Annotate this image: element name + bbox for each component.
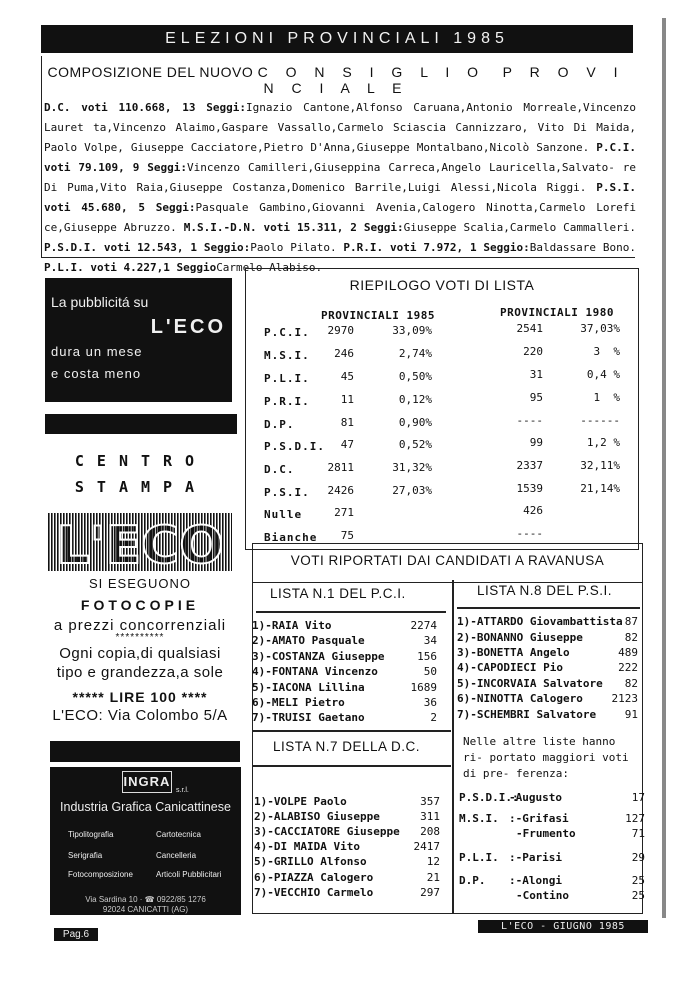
- candidate-psi: 4)-CAPODIECI Pio: [457, 661, 563, 674]
- riepilogo-votes-1985: 2811: [327, 461, 354, 474]
- other-votes: 127: [625, 812, 645, 825]
- other-votes: 25: [631, 874, 645, 887]
- other-name: -Augusto: [509, 791, 562, 804]
- note-altre-liste: Nelle altre liste hanno ri- portato maggiori voti di pre- ferenza:: [463, 735, 629, 780]
- other-votes: 71: [631, 827, 645, 840]
- stampa-line: STAMPA: [74, 478, 208, 496]
- other-votes: 29: [631, 851, 645, 864]
- other-votes: 17: [631, 791, 645, 804]
- rule: [253, 765, 451, 767]
- party-pci-members: Vincenzo Camilleri,Giuseppina Carreca,Angelo Lauricella,Salvato- re Di Puma,Vito Raia,Giuseppe Costanza,Domenico Barrile,Luigi Alessi,Nicola Riggi.: [44, 161, 637, 194]
- ad-eco-logo: L'ECO: [150, 316, 226, 338]
- ingra-logo: INGRA: [122, 771, 172, 793]
- riepilogo-votes-1985: 271: [334, 506, 354, 519]
- candidate-psi-votes: 82: [624, 677, 638, 690]
- candidate-pci: 2)-AMATO Pasquale: [252, 634, 365, 647]
- lista-psi-title: LISTA N.8 DEL P.S.I.: [477, 583, 613, 598]
- riepilogo-votes-1985: 47: [340, 438, 354, 451]
- riepilogo-pct-1980: 21,14%: [580, 482, 620, 495]
- riepilogo-votes-1980: 2337: [516, 459, 543, 472]
- ingra-srl: s.r.l.: [176, 787, 189, 794]
- candidate-pci-votes: 156: [417, 650, 437, 663]
- riepilogo-pct-1980: 3 %: [593, 345, 620, 358]
- party-pci-header: P.C.I. voti 79.109, 9 Seggi:: [44, 141, 636, 174]
- riepilogo-votes-1980: 426: [523, 504, 543, 517]
- other-name: :-Alongi: [509, 874, 562, 887]
- riepilogo-pct-1985: 0,90%: [398, 416, 432, 429]
- candidate-dc: 6)-PIAZZA Calogero: [254, 871, 374, 884]
- consiglio-title: [44, 64, 628, 96]
- riepilogo-title: RIEPILOGO VOTI DI LISTA: [349, 277, 535, 293]
- black-divider-bar: [45, 414, 237, 434]
- ingra-service: Serigrafia: [68, 851, 103, 860]
- riepilogo-party: P.L.I.: [264, 372, 310, 385]
- centro-stampa-heading: [45, 448, 237, 500]
- party-psdi-header: P.S.D.I. voti 12.543, 1 Seggio:: [44, 241, 251, 254]
- voti-riportati-title: VOTI RIPORTATI DAI CANDIDATI A RAVANUSA: [290, 553, 605, 568]
- party-psi-members: Pasquale Gambino,Giovanni Avenia,Calogero Ninotta,Carmelo Lorefi ce,Giuseppe Abruzzo.: [44, 201, 637, 234]
- riepilogo-pct-1980: 0,4 %: [586, 368, 620, 381]
- ingra-service: Fotocomposizione: [68, 870, 133, 879]
- riepilogo-votes-1985: 2970: [327, 324, 354, 337]
- ingra-name: Industria Grafica Canicattinese: [60, 800, 231, 814]
- riepilogo-votes-1985: 11: [340, 393, 354, 406]
- rule: [457, 607, 640, 609]
- ingra-service: Articoli Pubblicitari: [156, 870, 222, 879]
- riepilogo-pct-1980: ------: [580, 414, 620, 427]
- consiglio-title-c: P R O V I N C I A L E: [263, 64, 625, 96]
- riepilogo-party: P.S.D.I.: [264, 440, 325, 453]
- riepilogo-votes-1980: 220: [523, 345, 543, 358]
- candidate-psi: 1)-ATTARDO Giovambattista: [457, 615, 623, 628]
- ad-ingra: [50, 767, 241, 915]
- ingra-address-1: Via Sardina 10 · ☎ 0922/85 1276: [85, 895, 206, 904]
- candidate-dc-votes: 21: [426, 871, 440, 884]
- candidate-dc: 3)-CACCIATORE Giuseppe: [254, 825, 400, 838]
- candidate-psi-votes: 222: [618, 661, 638, 674]
- ad-eco-line1: La pubblicitá su: [51, 294, 149, 310]
- party-psdi-members: Paolo Pilato.: [250, 241, 337, 254]
- other-party: M.S.I.: [459, 812, 499, 825]
- candidate-psi-votes: 82: [624, 631, 638, 644]
- candidate-pci-votes: 1689: [410, 681, 437, 694]
- candidate-dc-votes: 208: [420, 825, 440, 838]
- section-header-elezioni: ELEZIONI PROVINCIALI 1985: [41, 25, 633, 53]
- advert-stars: **********: [115, 632, 165, 643]
- candidate-dc-votes: 2417: [413, 840, 440, 853]
- fotocopie-advert: [40, 576, 240, 724]
- other-party: P.S.D.I.:: [459, 791, 519, 804]
- party-dc-members: Ignazio Cantone,Alfonso Caruana,Antonio Morreale,Vincenzo Lauret ta,Vincenzo Alaimo,Gaspare Vassallo,Carmelo Sciascia Cannizzaro, Vito Di Maida, Paolo Volpe, Giuseppe Cacciatore,Pietro D'Anna,Giuseppe Montalbano,Nicolò Sanzone.: [44, 101, 636, 154]
- riepilogo-votes-1980: 1539: [516, 482, 543, 495]
- advert-copia-line1: Ogni copia,di qualsiasi: [59, 645, 221, 662]
- black-divider-bar-2: [50, 741, 240, 762]
- consiglio-title-a: COMPOSIZIONE DEL NUOVO: [47, 64, 254, 80]
- riepilogo-pct-1980: 1,2 %: [586, 436, 620, 449]
- riepilogo-votes-1985: 2426: [327, 484, 354, 497]
- centro-line: CENTRO: [74, 452, 208, 470]
- riepilogo-votes-1985: 45: [340, 370, 354, 383]
- candidate-pci: 6)-MELI Pietro: [252, 696, 345, 709]
- riepilogo-votes-1985: 81: [340, 416, 354, 429]
- riepilogo-pct-1985: 0,50%: [398, 370, 432, 383]
- candidate-dc-votes: 12: [426, 855, 440, 868]
- candidate-dc-votes: 297: [420, 886, 440, 899]
- candidate-dc-votes: 311: [420, 810, 440, 823]
- col-header-1980: PROVINCIALI 1980: [500, 306, 614, 319]
- riepilogo-pct-1985: 0,52%: [398, 438, 432, 451]
- ingra-service: Cartotecnica: [156, 830, 201, 839]
- candidate-pci: 1)-RAIA Vito: [252, 619, 332, 632]
- ad-eco-line4: e costa meno: [51, 366, 142, 381]
- candidate-psi: 6)-NINOTTA Calogero: [457, 692, 583, 705]
- party-msi-members: Giuseppe Scalia,Carmelo Cammalleri.: [403, 221, 637, 234]
- candidate-pci-votes: 2274: [410, 619, 437, 632]
- riepilogo-votes-1980: ----: [516, 414, 543, 427]
- candidate-psi-votes: 2123: [611, 692, 638, 705]
- eco-logo-text: L'ECO: [56, 516, 224, 571]
- eco-striped-logo: [48, 513, 232, 571]
- consiglio-text: [44, 98, 636, 278]
- riepilogo-party: D.C.: [264, 463, 295, 476]
- page-edge-scan-mark: [662, 18, 666, 918]
- riepilogo-party: P.C.I.: [264, 326, 310, 339]
- riepilogo-pct-1985: 27,03%: [392, 484, 432, 497]
- riepilogo-votes-1985: 75: [340, 529, 354, 542]
- candidate-psi: 7)-SCHEMBRI Salvatore: [457, 708, 597, 721]
- party-pli-members: Carmelo Alabiso.: [216, 261, 323, 274]
- candidate-dc: 2)-ALABISO Giuseppe: [254, 810, 380, 823]
- candidate-psi: 2)-BONANNO Giuseppe: [457, 631, 583, 644]
- candidate-dc-votes: 357: [420, 795, 440, 808]
- other-party: P.L.I.: [459, 851, 499, 864]
- candidate-pci: 5)-IACONA Lillina: [252, 681, 365, 694]
- ad-eco-pubblicita: [45, 278, 232, 402]
- party-pli-header: P.L.I. voti 4.227,1 Seggio: [44, 261, 217, 274]
- candidate-pci-votes: 34: [423, 634, 437, 647]
- other-name: :-Grifasi: [509, 812, 569, 825]
- advert-address: L'ECO: Via Colombo 5/A: [52, 707, 228, 724]
- footer-issue: L'ECO - GIUGNO 1985: [478, 920, 648, 933]
- riepilogo-pct-1980: 37,03%: [580, 322, 620, 335]
- candidate-dc: 1)-VOLPE Paolo: [254, 795, 347, 808]
- col-header-1985: PROVINCIALI 1985: [321, 309, 435, 322]
- other-party: D.P.: [459, 874, 486, 887]
- party-msi-header: M.S.I.-D.N. voti 15.311, 2 Seggi:: [183, 221, 404, 234]
- party-psi-header: P.S.I. voti 45.680, 5 Seggi:: [44, 181, 636, 214]
- page-number: Pag.6: [54, 928, 98, 941]
- candidate-pci-votes: 2: [430, 711, 437, 724]
- riepilogo-party: Nulle: [264, 508, 303, 521]
- other-name: -Frumento: [516, 827, 576, 840]
- other-name: -Contino: [516, 889, 569, 902]
- riepilogo-party: M.S.I.: [264, 349, 310, 362]
- candidate-pci: 3)-COSTANZA Giuseppe: [252, 650, 385, 663]
- candidate-pci: 7)-TRUISI Gaetano: [252, 711, 365, 724]
- riepilogo-votes-1980: 31: [529, 368, 543, 381]
- riepilogo-pct-1980: 32,11%: [580, 459, 620, 472]
- candidate-pci: 4)-FONTANA Vincenzo: [252, 665, 378, 678]
- candidate-dc: 7)-VECCHIO Carmelo: [254, 886, 374, 899]
- other-votes: 25: [631, 889, 645, 902]
- riepilogo-pct-1985: 31,32%: [392, 461, 432, 474]
- riepilogo-votes-1980: 2541: [516, 322, 543, 335]
- advert-copia-line2: tipo e grandezza,a sole: [56, 664, 224, 681]
- riepilogo-pct-1980: 1 %: [593, 391, 620, 404]
- riepilogo-pct-1985: 0,12%: [398, 393, 432, 406]
- candidate-dc: 5)-GRILLO Alfonso: [254, 855, 367, 868]
- riepilogo-party: Bianche: [264, 531, 318, 544]
- riepilogo-pct-1985: 33,09%: [392, 324, 432, 337]
- candidate-psi-votes: 91: [624, 708, 638, 721]
- other-name: :-Parisi: [509, 851, 562, 864]
- ingra-address-2: 92024 CANICATTI (AG): [102, 905, 189, 914]
- candidate-psi: 5)-INCORVAIA Salvatore: [457, 677, 603, 690]
- riepilogo-pct-1985: 2,74%: [398, 347, 432, 360]
- candidate-dc: 4)-DI MAIDA Vito: [254, 840, 360, 853]
- party-dc-header: D.C. voti 110.668, 13 Seggi:: [44, 101, 247, 114]
- advert-price: ***** LIRE 100 ****: [72, 689, 208, 705]
- riepilogo-votes-1980: ----: [516, 527, 543, 540]
- ad-eco-line3: dura un mese: [51, 344, 143, 359]
- advert-fotocopie: FOTOCOPIE: [80, 597, 200, 613]
- candidate-pci-votes: 36: [423, 696, 437, 709]
- consiglio-title-b: C O N S I G L I O: [257, 64, 486, 80]
- candidate-pci-votes: 50: [423, 665, 437, 678]
- riepilogo-party: P.S.I.: [264, 486, 310, 499]
- ingra-service: Cancelleria: [156, 851, 197, 860]
- riepilogo-party: P.R.I.: [264, 395, 310, 408]
- riepilogo-votes-1985: 246: [334, 347, 354, 360]
- lista-pci-title: LISTA N.1 DEL P.C.I.: [270, 586, 406, 601]
- advert-line1: SI ESEGUONO: [88, 576, 192, 591]
- candidate-psi-votes: 87: [624, 615, 638, 628]
- riepilogo-party: D.P.: [264, 418, 295, 431]
- candidate-psi-votes: 489: [618, 646, 638, 659]
- candidate-psi: 3)-BONETTA Angelo: [457, 646, 570, 659]
- advert-prezzi: a prezzi concorrenziali: [53, 617, 227, 634]
- ingra-service: Tipolitografia: [68, 830, 114, 839]
- lista-dc-title: LISTA N.7 DELLA D.C.: [273, 739, 421, 754]
- column-divider: [452, 580, 454, 913]
- riepilogo-votes-1980: 99: [529, 436, 543, 449]
- rule: [256, 611, 446, 613]
- party-pri-members: Baldassare Bono.: [529, 241, 636, 254]
- rule: [253, 730, 451, 732]
- riepilogo-votes-1980: 95: [529, 391, 543, 404]
- party-pri-header: P.R.I. voti 7.972, 1 Seggio:: [343, 241, 530, 254]
